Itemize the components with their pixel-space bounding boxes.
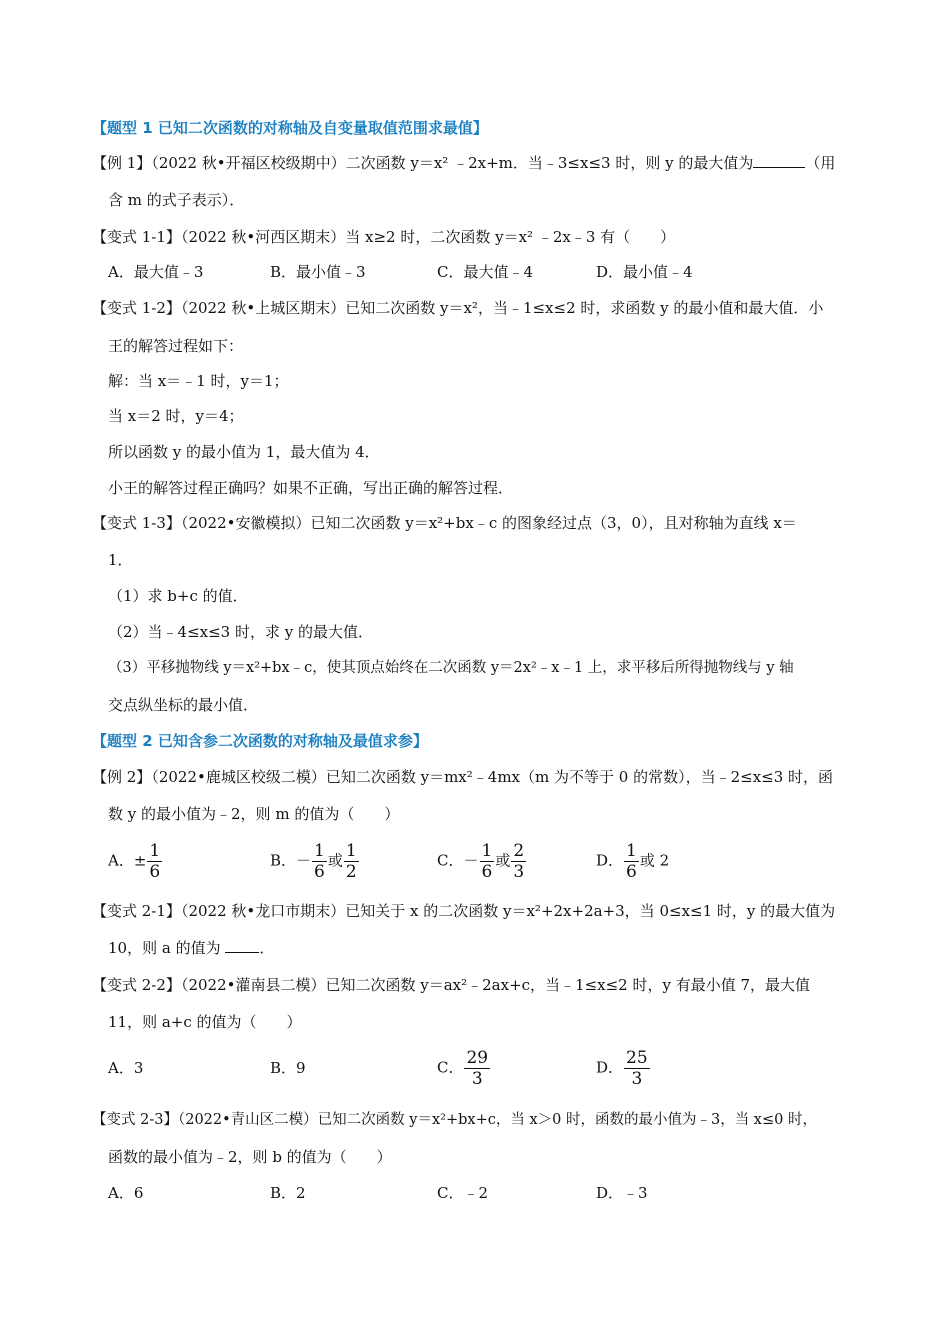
- answer-blank[interactable]: [753, 153, 805, 168]
- option-b[interactable]: B．最小值﹣3: [270, 263, 366, 281]
- denominator: 3: [471, 1069, 483, 1089]
- variant-1-3-tag: 【变式 1-3】: [92, 514, 181, 532]
- option-value: 9: [296, 1059, 306, 1077]
- option-or: 或 2: [639, 851, 670, 870]
- variant-2-3-line-2: 函数的最小值为﹣2，则 b 的值为（ ）: [108, 1148, 392, 1166]
- option-label: C．: [437, 1058, 464, 1077]
- numerator: 1: [314, 841, 325, 861]
- denominator: 3: [513, 862, 525, 882]
- variant-2-2-line-2: 11，则 a+c 的值为（ ）: [108, 1013, 302, 1031]
- option-or: 或: [495, 851, 511, 870]
- fraction: [344, 841, 359, 882]
- variant-1-3-part-3-cont: 交点纵坐标的最小值．: [108, 696, 259, 714]
- denominator: 6: [314, 862, 325, 882]
- variant-2-3-line-1: [92, 1110, 817, 1130]
- denominator: 6: [481, 862, 493, 882]
- example-2-tag: 【例 2】: [92, 768, 152, 786]
- fraction: [480, 841, 495, 882]
- variant-2-2-tag: 【变式 2-2】: [92, 976, 181, 994]
- variant-2-1-line-1: [92, 901, 835, 921]
- variant-2-3-tag: 【变式 2-3】: [92, 1112, 178, 1128]
- variant-1-2-source: （2022 秋•上城区期末）: [180, 299, 346, 317]
- example-2-source: （2022•鹿城区校级二模）: [151, 768, 326, 786]
- denominator: 6: [626, 862, 637, 882]
- option-sign: －: [296, 851, 312, 870]
- fraction: [511, 841, 526, 882]
- example-1-tag: 【例 1】: [92, 154, 152, 172]
- answer-blank[interactable]: [225, 938, 259, 953]
- option-label: B．: [270, 1059, 297, 1077]
- variant-1-2-tag: 【变式 1-2】: [92, 299, 181, 317]
- variant-2-3-source: （2022•青山区二模）: [177, 1112, 318, 1128]
- example-1-text: 二次函数 y＝x² ﹣2x+m．当﹣3≤x≤3 时，则 y 的最大值为: [345, 154, 754, 172]
- example-2-line-1: [92, 767, 833, 787]
- variant-2-2-source: （2022•灌南县二模）: [180, 976, 326, 994]
- option-sign: －: [463, 851, 479, 870]
- option-label: D．: [596, 1058, 624, 1077]
- fraction: [464, 1048, 490, 1089]
- variant-1-3-source: （2022•安徽模拟）: [180, 514, 311, 532]
- option-b[interactable]: B．2: [270, 1184, 306, 1202]
- denominator: 3: [631, 1069, 643, 1089]
- variant-1-2-line-1: [92, 298, 823, 318]
- example-2-text: 已知二次函数 y＝mx²﹣4mx（m 为不等于 0 的常数），当﹣2≤x≤3 时，函: [325, 768, 834, 786]
- option-a[interactable]: [108, 841, 163, 882]
- example-1-tail: （用: [805, 154, 836, 172]
- option-label: B．: [270, 851, 297, 870]
- example-2-line-2: 数 y 的最小值为﹣2，则 m 的值为（ ）: [108, 805, 400, 823]
- denominator: 2: [345, 862, 357, 882]
- variant-2-1-line-2: [108, 938, 274, 958]
- variant-1-2-line-3: 解：当 x＝﹣1 时，y＝1；: [108, 372, 289, 390]
- variant-1-2-line-6: 小王的解答过程正确吗？如果不正确，写出正确的解答过程．: [108, 479, 514, 497]
- denominator: 6: [149, 862, 161, 882]
- numerator: 25: [626, 1048, 648, 1068]
- variant-1-3-text: 已知二次函数 y＝x²+bx﹣c 的图象经过点（3，0），且对称轴为直线 x＝: [310, 514, 797, 532]
- option-or: 或: [327, 851, 343, 870]
- option-c[interactable]: [437, 841, 527, 882]
- option-a[interactable]: A．6: [108, 1184, 144, 1202]
- section-1-heading: 【题型 1 已知二次函数的对称轴及自变量取值范围求最值】: [92, 119, 488, 137]
- fraction: [312, 841, 327, 882]
- option-d[interactable]: [596, 841, 669, 882]
- variant-1-2-text: 已知二次函数 y＝x²，当﹣1≤x≤2 时，求函数 y 的最小值和最大值．小: [345, 299, 824, 317]
- variant-1-2-line-2: 王的解答过程如下：: [108, 337, 244, 355]
- variant-2-1-tail: ．: [259, 939, 275, 957]
- option-value: 3: [133, 1059, 144, 1077]
- variant-1-3-line-1: [92, 513, 797, 533]
- option-b[interactable]: [270, 1058, 306, 1078]
- section-2-heading: 【题型 2 已知含参二次函数的对称轴及最值求参】: [92, 732, 428, 750]
- fraction: [147, 841, 162, 882]
- numerator: 29: [466, 1048, 489, 1068]
- variant-2-2-text: 已知二次函数 y＝ax²﹣2ax+c，当﹣1≤x≤2 时，y 有最小值 7，最大值: [325, 976, 811, 994]
- variant-2-1-tag: 【变式 2-1】: [92, 902, 181, 920]
- variant-1-3-part-1: （1）求 b+c 的值．: [108, 587, 248, 605]
- option-a[interactable]: [108, 1058, 143, 1078]
- variant-1-2-line-5: 所以函数 y 的最小值为 1，最大值为 4．: [108, 443, 380, 461]
- variant-2-1-text-2: 10，则 a 的值为: [108, 939, 221, 957]
- option-d[interactable]: [596, 1048, 651, 1089]
- variant-1-1-line-1: [92, 227, 675, 247]
- variant-1-3-line-2: 1．: [108, 551, 133, 569]
- variant-1-3-part-2: （2）当﹣4≤x≤3 时，求 y 的最大值．: [108, 623, 374, 641]
- option-c[interactable]: C．最大值﹣4: [437, 263, 534, 281]
- option-d[interactable]: D．最小值﹣4: [596, 263, 693, 281]
- option-label: A．: [108, 1059, 134, 1077]
- fraction: [624, 1048, 650, 1089]
- numerator: 1: [626, 841, 637, 861]
- variant-2-2-line-1: [92, 975, 810, 995]
- fraction: [624, 841, 639, 882]
- option-label: A．: [108, 851, 134, 870]
- option-c[interactable]: [437, 1048, 491, 1089]
- variant-1-1-source: （2022 秋•河西区期末）: [180, 228, 346, 246]
- option-label: C．: [437, 851, 464, 870]
- option-sign: ±: [133, 851, 147, 870]
- variant-2-3-text: 已知二次函数 y＝x²+bx+c，当 x＞0 时，函数的最小值为﹣3，当 x≤0 时，: [317, 1112, 817, 1128]
- variant-2-1-source: （2022 秋•龙口市期末）: [180, 902, 346, 920]
- example-1-line-1: [92, 153, 835, 173]
- variant-1-1-tag: 【变式 1-1】: [92, 228, 181, 246]
- variant-2-1-text: 已知关于 x 的二次函数 y＝x²+2x+2a+3，当 0≤x≤1 时，y 的最大值为: [345, 902, 836, 920]
- numerator: 1: [481, 841, 493, 861]
- option-label: D．: [596, 851, 624, 870]
- option-a[interactable]: A．最大值﹣3: [108, 263, 204, 281]
- numerator: 1: [345, 841, 357, 861]
- numerator: 2: [513, 841, 525, 861]
- numerator: 1: [149, 841, 161, 861]
- option-b[interactable]: [270, 841, 360, 882]
- option-c[interactable]: C．﹣2: [437, 1184, 489, 1202]
- option-d[interactable]: D．﹣3: [596, 1184, 648, 1202]
- example-1-source: （2022 秋•开福区校级期中）: [151, 154, 346, 172]
- variant-1-3-part-3: （3）平移抛物线 y＝x²+bx﹣c，使其顶点始终在二次函数 y＝2x²﹣x﹣1 上，求平移后所得抛物线与 y 轴: [108, 660, 794, 676]
- variant-1-1-text: 当 x≥2 时，二次函数 y＝x² ﹣2x﹣3 有（ ）: [345, 228, 676, 246]
- variant-1-2-line-4: 当 x＝2 时，y＝4；: [108, 407, 244, 425]
- example-1-line-2: 含 m 的式子表示）．: [108, 191, 245, 209]
